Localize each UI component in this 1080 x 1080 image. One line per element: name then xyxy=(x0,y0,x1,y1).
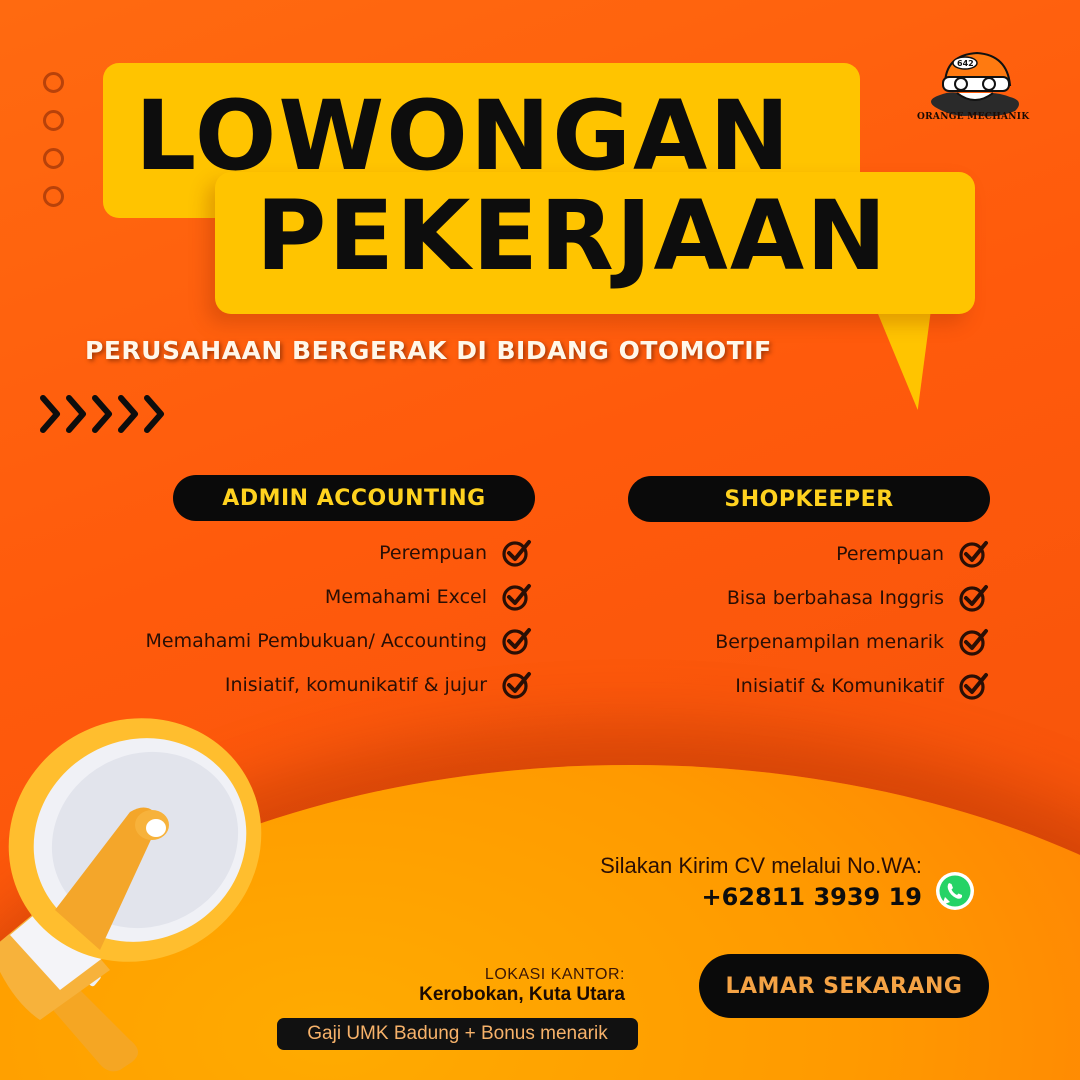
requirement-item xyxy=(80,619,535,663)
megaphone-icon xyxy=(0,700,300,1080)
location-label: LOKASI KANTOR: xyxy=(484,966,625,983)
check-circle-icon xyxy=(501,669,533,701)
speech-bubble-tail xyxy=(872,300,947,410)
requirement-text: Memahami Pembukuan/ Accounting xyxy=(145,630,487,652)
job-title-pill: ADMIN ACCOUNTING xyxy=(173,475,535,521)
check-circle-icon xyxy=(501,625,533,657)
requirement-text: Perempuan xyxy=(836,543,944,565)
requirement-item xyxy=(620,532,990,576)
chevron-right-icon xyxy=(90,393,116,435)
apply-now-button[interactable]: LAMAR SEKARANG xyxy=(699,954,989,1018)
check-circle-icon xyxy=(958,670,990,702)
chevron-right-icon xyxy=(142,393,168,435)
chevron-right-icon xyxy=(38,393,64,435)
decorative-dots xyxy=(43,72,64,207)
requirement-text: Berpenampilan menarik xyxy=(715,631,944,653)
contact-block xyxy=(600,853,922,911)
chevrons-decoration xyxy=(38,393,168,435)
requirement-item xyxy=(620,576,990,620)
page-title-line2: PEKERJAAN xyxy=(256,180,889,292)
check-circle-icon xyxy=(958,626,990,658)
job-card-admin-accounting xyxy=(80,475,535,707)
requirement-item xyxy=(80,575,535,619)
check-circle-icon xyxy=(501,537,533,569)
job-title-pill: SHOPKEEPER xyxy=(628,476,990,522)
requirement-text: Inisiatif & Komunikatif xyxy=(735,675,944,697)
requirement-text: Inisiatif, komunikatif & jujur xyxy=(224,674,487,696)
check-circle-icon xyxy=(958,538,990,570)
requirement-text: Bisa berbahasa Inggris xyxy=(726,587,944,609)
requirements-list xyxy=(620,532,990,708)
requirement-item xyxy=(80,531,535,575)
circle-icon xyxy=(43,148,64,169)
check-circle-icon xyxy=(501,581,533,613)
chevron-right-icon xyxy=(64,393,90,435)
requirement-text: Perempuan xyxy=(379,542,487,564)
office-location xyxy=(419,966,625,1006)
requirements-list xyxy=(80,531,535,707)
circle-icon xyxy=(43,186,64,207)
svg-text:642: 642 xyxy=(957,59,974,68)
requirement-item xyxy=(620,664,990,708)
check-circle-icon xyxy=(958,582,990,614)
job-card-shopkeeper xyxy=(620,476,990,708)
requirement-text: Memahami Excel xyxy=(324,586,487,608)
chevron-right-icon xyxy=(116,393,142,435)
circle-icon xyxy=(43,110,64,131)
page-title-line1: LOWONGAN xyxy=(135,80,792,192)
salary-badge: Gaji UMK Badung + Bonus menarik xyxy=(277,1018,638,1050)
whatsapp-phone-number[interactable]: +62811 3939 19 xyxy=(701,883,922,911)
requirement-item xyxy=(620,620,990,664)
contact-label: Silakan Kirim CV melalui No.WA: xyxy=(600,853,922,878)
location-value: Kerobokan, Kuta Utara xyxy=(419,984,625,1005)
company-subtitle: PERUSAHAAN BERGERAK DI BIDANG OTOMOTIF xyxy=(85,336,772,365)
brand-name: ORANGE MECHANIK xyxy=(917,112,1030,122)
circle-icon xyxy=(43,72,64,93)
whatsapp-icon[interactable] xyxy=(935,871,975,911)
